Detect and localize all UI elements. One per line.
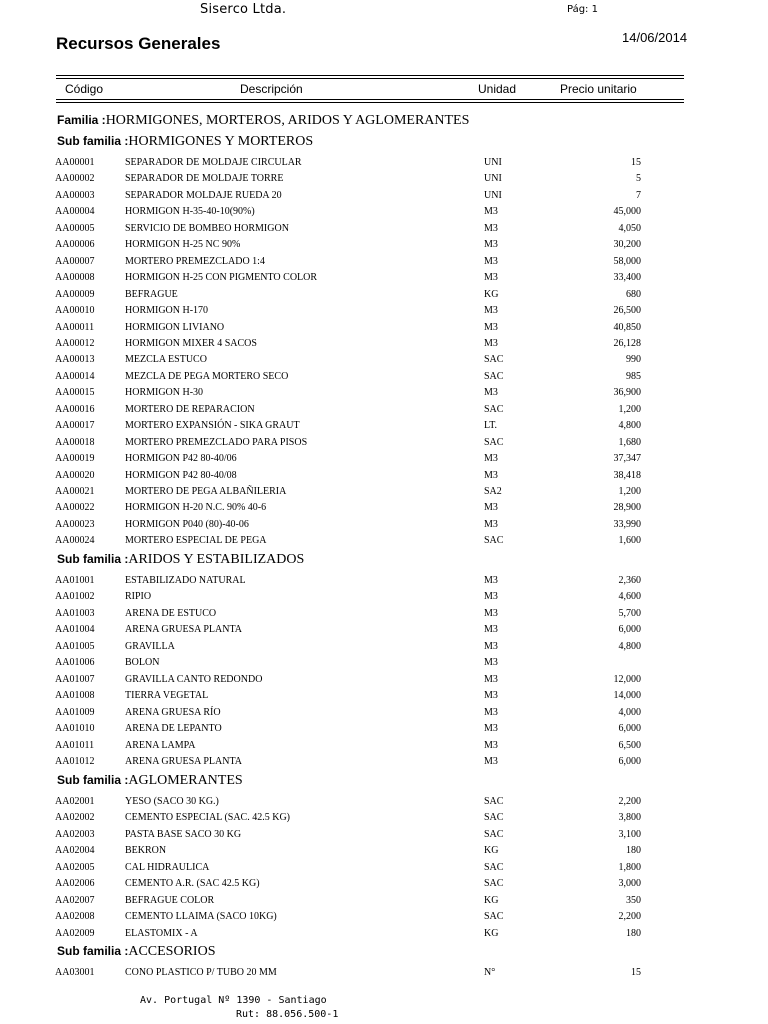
item-code: AA02001 bbox=[55, 796, 95, 807]
table-row bbox=[0, 926, 768, 941]
table-row bbox=[0, 517, 768, 532]
subfamily-name: ARIDOS Y ESTABILIZADOS bbox=[128, 552, 305, 567]
table-row bbox=[0, 827, 768, 842]
item-unit: M3 bbox=[484, 657, 498, 669]
item-price: 680 bbox=[626, 288, 641, 300]
column-header-code: Código bbox=[65, 82, 104, 96]
table-row bbox=[0, 738, 768, 753]
item-price: 36,900 bbox=[613, 387, 641, 399]
subfamily-label: Sub familia : bbox=[57, 944, 129, 958]
header-rule-bottom bbox=[56, 99, 684, 100]
item-unit: SAC bbox=[484, 861, 504, 873]
item-price: 350 bbox=[626, 894, 641, 906]
table-row bbox=[0, 810, 768, 825]
table-row bbox=[0, 188, 768, 203]
item-price: 4,000 bbox=[618, 706, 641, 718]
table-row bbox=[0, 221, 768, 236]
table-row bbox=[0, 573, 768, 588]
item-code: AA02002 bbox=[55, 812, 95, 824]
item-price: 26,500 bbox=[613, 305, 641, 317]
item-unit: M3 bbox=[484, 222, 498, 234]
item-code: AA00005 bbox=[55, 222, 95, 234]
subfamily-heading bbox=[57, 771, 243, 789]
item-code: AA00024 bbox=[55, 535, 95, 547]
item-description: HORMIGON P040 (80)-40-06 bbox=[125, 518, 249, 530]
item-unit: M3 bbox=[484, 624, 498, 636]
item-price: 3,800 bbox=[618, 812, 641, 824]
item-price: 6,000 bbox=[618, 755, 641, 767]
table-row bbox=[0, 204, 768, 219]
item-unit: M3 bbox=[484, 255, 498, 267]
item-unit: SAC bbox=[484, 828, 504, 840]
column-header-description: Descripción bbox=[240, 82, 303, 96]
item-code: AA00022 bbox=[55, 502, 95, 514]
item-code: AA02009 bbox=[55, 927, 95, 939]
item-description: SEPARADOR DE MOLDAJE TORRE bbox=[125, 173, 284, 185]
item-description: PASTA BASE SACO 30 KG bbox=[125, 828, 242, 840]
subfamily-name: AGLOMERANTES bbox=[128, 773, 243, 788]
item-unit: M3 bbox=[484, 706, 498, 718]
item-description: YESO (SACO 30 KG.) bbox=[125, 796, 219, 807]
subfamily-heading bbox=[57, 550, 304, 568]
table-row bbox=[0, 794, 768, 809]
item-price: 14,000 bbox=[613, 690, 641, 702]
item-description: ARENA DE LEPANTO bbox=[125, 723, 222, 735]
item-code: AA00017 bbox=[55, 420, 95, 432]
table-row bbox=[0, 533, 768, 548]
item-description: ARENA GRUESA RÍO bbox=[125, 706, 221, 718]
item-description: HORMIGON H-25 CON PIGMENTO COLOR bbox=[125, 272, 318, 284]
item-description: MORTERO DE REPARACION bbox=[125, 403, 255, 415]
item-description: HORMIGON P42 80-40/06 bbox=[125, 453, 237, 465]
item-description: MORTERO PREMEZCLADO PARA PISOS bbox=[125, 436, 308, 448]
item-description: ARENA LAMPA bbox=[125, 739, 196, 751]
item-price: 2,200 bbox=[618, 796, 641, 807]
table-row bbox=[0, 171, 768, 186]
item-price: 33,400 bbox=[613, 272, 641, 284]
item-code: AA00007 bbox=[55, 255, 95, 267]
footer-address: Av. Portugal Nº 1390 - Santiago bbox=[140, 995, 327, 1006]
item-price: 12,000 bbox=[613, 673, 641, 685]
table-row bbox=[0, 303, 768, 318]
item-price: 45,000 bbox=[613, 206, 641, 218]
item-code: AA00018 bbox=[55, 436, 95, 448]
table-row bbox=[0, 893, 768, 908]
item-description: TIERRA VEGETAL bbox=[125, 690, 209, 702]
item-unit: M3 bbox=[484, 591, 498, 603]
item-price: 1,200 bbox=[618, 486, 641, 497]
item-description: SERVICIO DE BOMBEO HORMIGON bbox=[125, 222, 289, 234]
table-row bbox=[0, 606, 768, 621]
item-price: 2,360 bbox=[618, 575, 641, 586]
item-price: 38,418 bbox=[613, 469, 641, 481]
item-description: BEFRAGUE bbox=[125, 288, 178, 300]
item-price: 180 bbox=[626, 927, 641, 939]
item-price: 4,800 bbox=[618, 420, 641, 432]
item-unit: SAC bbox=[484, 354, 504, 366]
item-unit: M3 bbox=[484, 469, 498, 481]
item-code: AA00014 bbox=[55, 370, 95, 382]
table-row bbox=[0, 237, 768, 252]
item-code: AA02006 bbox=[55, 878, 95, 890]
item-unit: SAC bbox=[484, 436, 504, 448]
item-price: 26,128 bbox=[613, 337, 641, 349]
item-code: AA02008 bbox=[55, 911, 95, 923]
item-unit: M3 bbox=[484, 640, 498, 652]
item-code: AA01009 bbox=[55, 706, 95, 718]
column-header-price: Precio unitario bbox=[560, 82, 637, 96]
page-number: Pág: 1 bbox=[567, 4, 598, 15]
item-unit: M3 bbox=[484, 690, 498, 702]
item-description: CEMENTO A.R. (SAC 42.5 KG) bbox=[125, 878, 260, 890]
item-code: AA02007 bbox=[55, 894, 95, 906]
item-code: AA03001 bbox=[55, 967, 95, 978]
item-description: BEKRON bbox=[125, 845, 167, 857]
table-row bbox=[0, 860, 768, 875]
item-unit: N° bbox=[484, 967, 496, 978]
subfamily-label: Sub familia : bbox=[57, 552, 129, 566]
table-row bbox=[0, 418, 768, 433]
item-unit: M3 bbox=[484, 321, 498, 333]
item-description: CONO PLASTICO P/ TUBO 20 MM bbox=[125, 967, 277, 978]
item-unit: SAC bbox=[484, 535, 504, 547]
item-code: AA01010 bbox=[55, 723, 95, 735]
item-price: 5 bbox=[636, 173, 641, 185]
family-name: HORMIGONES, MORTEROS, ARIDOS Y AGLOMERANTES bbox=[105, 113, 470, 128]
subfamily-label: Sub familia : bbox=[57, 134, 129, 148]
item-description: HORMIGON H-170 bbox=[125, 305, 209, 317]
item-description: MEZCLA ESTUCO bbox=[125, 354, 207, 366]
table-row bbox=[0, 754, 768, 769]
item-description: HORMIGON H-20 N.C. 90% 40-6 bbox=[125, 502, 267, 514]
item-unit: M3 bbox=[484, 387, 498, 399]
item-description: CEMENTO LLAIMA (SACO 10KG) bbox=[125, 911, 277, 923]
item-code: AA01004 bbox=[55, 624, 95, 636]
item-code: AA00004 bbox=[55, 206, 95, 218]
item-description: BEFRAGUE COLOR bbox=[125, 894, 215, 906]
footer-rut: Rut: 88.056.500-1 bbox=[236, 1009, 339, 1020]
table-row bbox=[0, 270, 768, 285]
item-description: MORTERO EXPANSIÓN - SIKA GRAUT bbox=[125, 420, 300, 432]
item-code: AA02003 bbox=[55, 828, 95, 840]
table-row bbox=[0, 287, 768, 302]
table-row bbox=[0, 639, 768, 654]
item-price: 985 bbox=[626, 370, 641, 382]
item-unit: M3 bbox=[484, 575, 498, 586]
item-code: AA01001 bbox=[55, 575, 95, 586]
table-row bbox=[0, 688, 768, 703]
page-title: Recursos Generales bbox=[56, 34, 221, 53]
item-price: 30,200 bbox=[613, 239, 641, 251]
item-price: 4,800 bbox=[618, 640, 641, 652]
table-row bbox=[0, 155, 768, 170]
item-price: 6,500 bbox=[618, 739, 641, 751]
subfamily-name: ACCESORIOS bbox=[128, 944, 216, 959]
item-unit: M3 bbox=[484, 206, 498, 218]
item-unit: M3 bbox=[484, 755, 498, 767]
item-price: 1,680 bbox=[618, 436, 641, 448]
item-unit: SA2 bbox=[484, 486, 502, 497]
item-code: AA00015 bbox=[55, 387, 95, 399]
item-description: ARENA GRUESA PLANTA bbox=[125, 755, 242, 767]
item-description: ELASTOMIX - A bbox=[125, 927, 198, 939]
table-row bbox=[0, 909, 768, 924]
item-price: 40,850 bbox=[613, 321, 641, 333]
item-price: 3,100 bbox=[618, 828, 641, 840]
item-code: AA01007 bbox=[55, 673, 95, 685]
item-price: 28,900 bbox=[613, 502, 641, 514]
table-row bbox=[0, 385, 768, 400]
item-unit: M3 bbox=[484, 518, 498, 530]
item-price: 1,600 bbox=[618, 535, 641, 547]
item-code: AA01002 bbox=[55, 591, 95, 603]
item-unit: UNI bbox=[484, 173, 502, 185]
item-unit: SAC bbox=[484, 911, 504, 923]
item-unit: UNI bbox=[484, 189, 502, 201]
item-unit: M3 bbox=[484, 739, 498, 751]
item-description: SEPARADOR DE MOLDAJE CIRCULAR bbox=[125, 157, 302, 168]
table-row bbox=[0, 721, 768, 736]
item-description: MORTERO PREMEZCLADO 1:4 bbox=[125, 255, 265, 267]
item-description: GRAVILLA bbox=[125, 640, 175, 652]
item-code: AA00020 bbox=[55, 469, 95, 481]
table-row bbox=[0, 254, 768, 269]
item-price: 1,200 bbox=[618, 403, 641, 415]
item-unit: UNI bbox=[484, 157, 502, 168]
item-price: 15 bbox=[631, 157, 641, 168]
item-description: MORTERO ESPECIAL DE PEGA bbox=[125, 535, 267, 547]
item-code: AA00021 bbox=[55, 486, 95, 497]
item-description: MEZCLA DE PEGA MORTERO SECO bbox=[125, 370, 289, 382]
item-price: 2,200 bbox=[618, 911, 641, 923]
item-description: CEMENTO ESPECIAL (SAC. 42.5 KG) bbox=[125, 812, 291, 824]
item-price: 990 bbox=[626, 354, 641, 366]
item-unit: SAC bbox=[484, 370, 504, 382]
table-row bbox=[0, 622, 768, 637]
table-row bbox=[0, 876, 768, 891]
table-row bbox=[0, 843, 768, 858]
item-description: MORTERO DE PEGA ALBAÑILERIA bbox=[125, 486, 287, 497]
item-price: 180 bbox=[626, 845, 641, 857]
item-unit: M3 bbox=[484, 337, 498, 349]
item-unit: SAC bbox=[484, 796, 504, 807]
table-row bbox=[0, 369, 768, 384]
item-code: AA00013 bbox=[55, 354, 95, 366]
item-price: 4,050 bbox=[618, 222, 641, 234]
item-code: AA01008 bbox=[55, 690, 95, 702]
family-heading bbox=[57, 111, 469, 129]
item-code: AA02004 bbox=[55, 845, 95, 857]
item-description: RIPIO bbox=[125, 591, 152, 603]
table-row bbox=[0, 320, 768, 335]
item-code: AA01006 bbox=[55, 657, 95, 669]
family-label: Familia : bbox=[57, 113, 106, 127]
item-description: HORMIGON H-30 bbox=[125, 387, 204, 399]
item-description: CAL HIDRAULICA bbox=[125, 861, 210, 873]
company-name: Siserco Ltda. bbox=[200, 2, 287, 17]
item-price: 1,800 bbox=[618, 861, 641, 873]
item-price: 6,000 bbox=[618, 723, 641, 735]
subfamily-name: HORMIGONES Y MORTEROS bbox=[128, 134, 314, 149]
item-description: ARENA DE ESTUCO bbox=[125, 607, 217, 619]
item-unit: KG bbox=[484, 288, 499, 300]
item-unit: KG bbox=[484, 894, 499, 906]
item-code: AA00019 bbox=[55, 453, 95, 465]
item-price: 33,990 bbox=[613, 518, 641, 530]
item-price: 15 bbox=[631, 967, 641, 978]
item-code: AA00016 bbox=[55, 403, 95, 415]
item-unit: M3 bbox=[484, 239, 498, 251]
item-unit: M3 bbox=[484, 723, 498, 735]
item-description: ARENA GRUESA PLANTA bbox=[125, 624, 242, 636]
item-unit: M3 bbox=[484, 305, 498, 317]
item-code: AA00011 bbox=[55, 321, 95, 333]
subfamily-label: Sub familia : bbox=[57, 773, 129, 787]
table-row bbox=[0, 402, 768, 417]
item-price: 5,700 bbox=[618, 607, 641, 619]
item-price: 58,000 bbox=[613, 255, 641, 267]
item-price: 6,000 bbox=[618, 624, 641, 636]
item-code: AA01005 bbox=[55, 640, 95, 652]
table-row bbox=[0, 484, 768, 499]
item-unit: M3 bbox=[484, 607, 498, 619]
item-description: BOLON bbox=[125, 657, 160, 669]
item-unit: M3 bbox=[484, 453, 498, 465]
item-unit: KG bbox=[484, 845, 499, 857]
item-unit: LT. bbox=[484, 420, 498, 432]
table-row bbox=[0, 435, 768, 450]
item-description: HORMIGON LIVIANO bbox=[125, 321, 225, 333]
item-unit: M3 bbox=[484, 272, 498, 284]
item-description: HORMIGON H-35-40-10(90%) bbox=[125, 206, 255, 218]
item-unit: M3 bbox=[484, 502, 498, 514]
table-row bbox=[0, 589, 768, 604]
item-description: SEPARADOR MOLDAJE RUEDA 20 bbox=[125, 189, 282, 201]
item-unit: SAC bbox=[484, 878, 504, 890]
item-code: AA00003 bbox=[55, 189, 95, 201]
item-code: AA01003 bbox=[55, 607, 95, 619]
item-unit: M3 bbox=[484, 673, 498, 685]
item-code: AA00006 bbox=[55, 239, 95, 251]
item-description: ESTABILIZADO NATURAL bbox=[125, 575, 246, 586]
item-code: AA00001 bbox=[55, 157, 95, 168]
item-price: 37,347 bbox=[613, 453, 641, 465]
item-description: HORMIGON H-25 NC 90% bbox=[125, 239, 241, 251]
subfamily-heading bbox=[57, 942, 215, 960]
table-row bbox=[0, 352, 768, 367]
item-unit: SAC bbox=[484, 812, 504, 824]
item-description: HORMIGON P42 80-40/08 bbox=[125, 469, 237, 481]
table-row bbox=[0, 705, 768, 720]
table-row bbox=[0, 468, 768, 483]
table-row bbox=[0, 451, 768, 466]
header-rule-top bbox=[56, 75, 684, 76]
table-row bbox=[0, 336, 768, 351]
item-code: AA00023 bbox=[55, 518, 95, 530]
item-code: AA02005 bbox=[55, 861, 95, 873]
header-rule-bottom-2 bbox=[56, 102, 684, 103]
item-code: AA00012 bbox=[55, 337, 95, 349]
table-row bbox=[0, 655, 768, 670]
table-row bbox=[0, 672, 768, 687]
table-row bbox=[0, 500, 768, 515]
item-unit: SAC bbox=[484, 403, 504, 415]
item-price: 3,000 bbox=[618, 878, 641, 890]
item-code: AA00009 bbox=[55, 288, 95, 300]
item-description: HORMIGON MIXER 4 SACOS bbox=[125, 337, 257, 349]
item-price: 7 bbox=[636, 189, 641, 201]
subfamily-heading bbox=[57, 132, 313, 150]
table-row bbox=[0, 965, 768, 980]
item-code: AA01011 bbox=[55, 739, 95, 751]
item-unit: KG bbox=[484, 927, 499, 939]
item-price: 4,600 bbox=[618, 591, 641, 603]
report-date: 14/06/2014 bbox=[622, 30, 688, 45]
header-rule-top-2 bbox=[56, 78, 684, 79]
item-code: AA00010 bbox=[55, 305, 95, 317]
column-header-unit: Unidad bbox=[478, 82, 517, 96]
item-code: AA00008 bbox=[55, 272, 95, 284]
item-code: AA01012 bbox=[55, 755, 95, 767]
item-description: GRAVILLA CANTO REDONDO bbox=[125, 673, 263, 685]
item-code: AA00002 bbox=[55, 173, 95, 185]
